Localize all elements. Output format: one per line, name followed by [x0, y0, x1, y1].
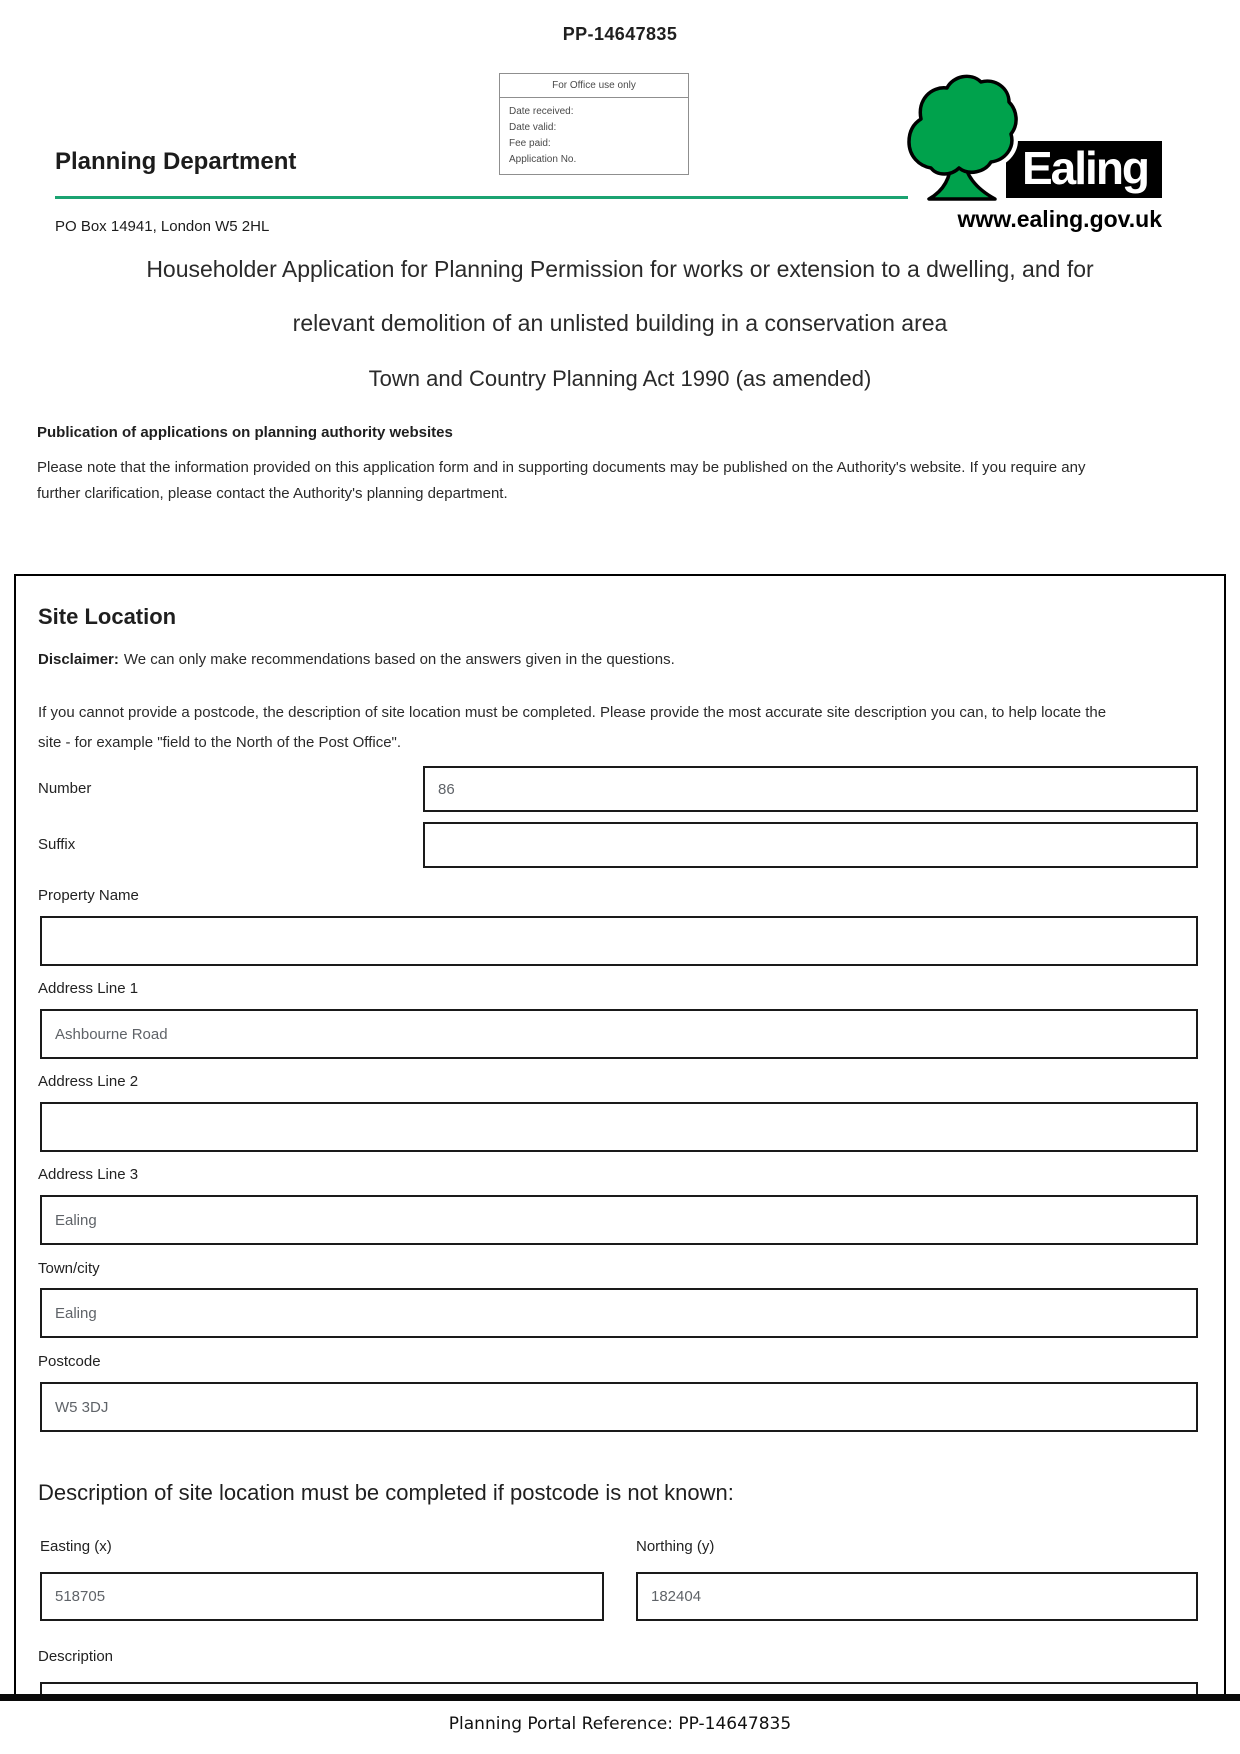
act-subtitle: Town and Country Planning Act 1990 (as amended) [368, 366, 872, 391]
disclaimer-label: Disclaimer: [38, 651, 119, 668]
green-divider [55, 196, 908, 199]
footer-reference: Planning Portal Reference: PP-14647835 [448, 1714, 792, 1734]
address-line-1-input[interactable] [40, 1009, 1198, 1059]
publication-heading: Publication of applications on planning authority websites [37, 424, 453, 441]
office-field-date-received: Date received: [509, 106, 574, 117]
easting-input[interactable] [40, 1572, 604, 1621]
publication-text: Please note that the information provided on this application form and in supporting documents may be published on the Authority's website. If you require any further clarification, please contact the Authority's planning department. [37, 459, 1086, 502]
office-use-body [500, 98, 688, 174]
number-label: Number [38, 780, 92, 797]
northing-input[interactable] [636, 1572, 1198, 1621]
ealing-tree-icon [901, 72, 1023, 204]
site-location-section [14, 574, 1226, 1694]
postcode-input[interactable] [40, 1382, 1198, 1432]
department-address: PO Box 14941, London W5 2HL [55, 218, 270, 235]
number-input[interactable] [423, 766, 1198, 812]
address-line-3-input[interactable] [40, 1195, 1198, 1245]
planning-reference: PP-14647835 [562, 24, 678, 44]
description-heading: Description of site location must be completed if postcode is not known: [38, 1480, 734, 1505]
town-city-label: Town/city [38, 1260, 100, 1277]
office-use-title: For Office use only [500, 74, 688, 98]
disclaimer-body: We can only make recommendations based on the answers given in the questions. [123, 651, 675, 668]
address-line-1-label: Address Line 1 [38, 980, 139, 997]
instructions-text: If you cannot provide a postcode, the description of site location must be completed. Please provide the most accurate site description you can, to help locate the site - for example "field to the North of the Post Office". [38, 704, 1107, 751]
description-label: Description [38, 1648, 114, 1665]
northing-label: Northing (y) [636, 1538, 715, 1555]
department-title: Planning Department [55, 148, 297, 175]
ealing-logo-wordmark: Ealing [1006, 141, 1162, 198]
suffix-input[interactable] [423, 822, 1198, 868]
easting-label: Easting (x) [40, 1538, 112, 1555]
address-line-3-label: Address Line 3 [38, 1166, 139, 1183]
office-use-box [499, 73, 689, 175]
town-city-input[interactable] [40, 1288, 1198, 1338]
form-title-line2: relevant demolition of an unlisted building in a conservation area [292, 310, 948, 336]
postcode-label: Postcode [38, 1353, 101, 1370]
address-line-2-input[interactable] [40, 1102, 1198, 1152]
page-break-rule [0, 1694, 1240, 1701]
office-field-date-valid: Date valid: [509, 122, 557, 133]
section-heading: Site Location [38, 604, 177, 629]
website-url: www.ealing.gov.uk [957, 206, 1162, 232]
property-name-input[interactable] [40, 916, 1198, 966]
property-name-label: Property Name [38, 887, 139, 904]
office-field-fee-paid: Fee paid: [509, 138, 551, 149]
form-title-line1: Householder Application for Planning Permission for works or extension to a dwelling, and for [146, 256, 1094, 282]
description-input[interactable] [40, 1682, 1198, 1694]
office-field-application-no: Application No. [509, 154, 577, 165]
disclaimer-text [38, 651, 675, 668]
address-line-2-label: Address Line 2 [38, 1073, 139, 1090]
suffix-label: Suffix [38, 836, 76, 853]
